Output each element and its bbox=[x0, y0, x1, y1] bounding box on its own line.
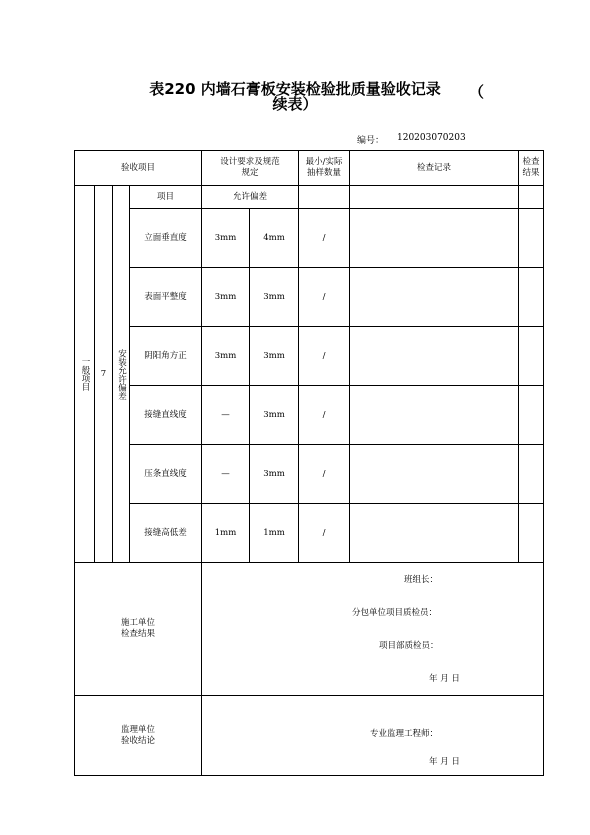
row-name: 压条直线度 bbox=[130, 445, 202, 504]
row-name: 接缝直线度 bbox=[130, 386, 202, 445]
row-value-1: 1mm bbox=[202, 504, 250, 563]
row-value-1: 3mm bbox=[202, 209, 250, 268]
supervision-signoff bbox=[202, 696, 544, 776]
table-row bbox=[75, 209, 544, 268]
row-name: 表面平整度 bbox=[130, 268, 202, 327]
table-row bbox=[75, 268, 544, 327]
row-sample: / bbox=[299, 209, 350, 268]
row-sample: / bbox=[299, 268, 350, 327]
row-value-2: 3mm bbox=[250, 445, 299, 504]
row-name: 接缝高低差 bbox=[130, 504, 202, 563]
header-result: 检查结果 bbox=[519, 151, 544, 186]
construction-label: 施工单位检查结果 bbox=[75, 563, 202, 696]
row-value-2: 3mm bbox=[250, 268, 299, 327]
construction-signoff bbox=[202, 563, 544, 696]
row-sample: / bbox=[299, 445, 350, 504]
header-design: 设计要求及规范规定 bbox=[202, 151, 299, 186]
sub-item-label: 项目 bbox=[130, 186, 202, 209]
table-row bbox=[75, 386, 544, 445]
general-items-cell: 一般项目 bbox=[75, 186, 95, 563]
sub-inspector-label: 分包单位项目质检员： bbox=[352, 608, 438, 618]
subheader-row bbox=[75, 186, 544, 209]
row-value-2: 1mm bbox=[250, 504, 299, 563]
code-value: 120203070203 bbox=[397, 133, 466, 143]
row-value-1: 3mm bbox=[202, 327, 250, 386]
row-value-2: 3mm bbox=[250, 386, 299, 445]
row-name: 阴阳角方正 bbox=[130, 327, 202, 386]
row-value-1: — bbox=[202, 445, 250, 504]
inspection-table bbox=[74, 150, 544, 776]
title-line-1: 表220 内墙石膏板安装检验批质量验收记录 bbox=[149, 80, 441, 98]
row-value-2: 4mm bbox=[250, 209, 299, 268]
supervision-label: 监理单位验收结论 bbox=[75, 696, 202, 776]
row-sample: / bbox=[299, 327, 350, 386]
row-sample: / bbox=[299, 504, 350, 563]
table-row bbox=[75, 504, 544, 563]
header-row bbox=[75, 151, 544, 186]
header-item: 验收项目 bbox=[75, 151, 202, 186]
item-number-cell: 7 bbox=[95, 186, 113, 563]
table-row bbox=[75, 327, 544, 386]
title-line-2: 续表） bbox=[272, 95, 318, 113]
construction-row bbox=[75, 563, 544, 696]
dept-inspector-label: 项目部质检员： bbox=[379, 641, 439, 651]
supervision-row bbox=[75, 696, 544, 776]
header-record: 检查记录 bbox=[350, 151, 519, 186]
row-value-2: 3mm bbox=[250, 327, 299, 386]
row-sample: / bbox=[299, 386, 350, 445]
construction-date: 年 月 日 bbox=[429, 674, 460, 684]
code-label: 编号： bbox=[357, 136, 385, 146]
row-value-1: 3mm bbox=[202, 268, 250, 327]
table-row bbox=[75, 445, 544, 504]
supervision-date: 年 月 日 bbox=[429, 757, 460, 767]
row-name: 立面垂直度 bbox=[130, 209, 202, 268]
sub-allow-label: 允许偏差 bbox=[202, 186, 299, 209]
header-sample: 最小/实际抽样数量 bbox=[299, 151, 350, 186]
team-leader-label: 班组长： bbox=[404, 575, 439, 585]
supervising-engineer-label: 专业监理工程师： bbox=[370, 729, 439, 739]
title-paren: （ bbox=[469, 83, 485, 101]
row-value-1: — bbox=[202, 386, 250, 445]
category-cell: 安装允许偏差 bbox=[113, 186, 130, 563]
